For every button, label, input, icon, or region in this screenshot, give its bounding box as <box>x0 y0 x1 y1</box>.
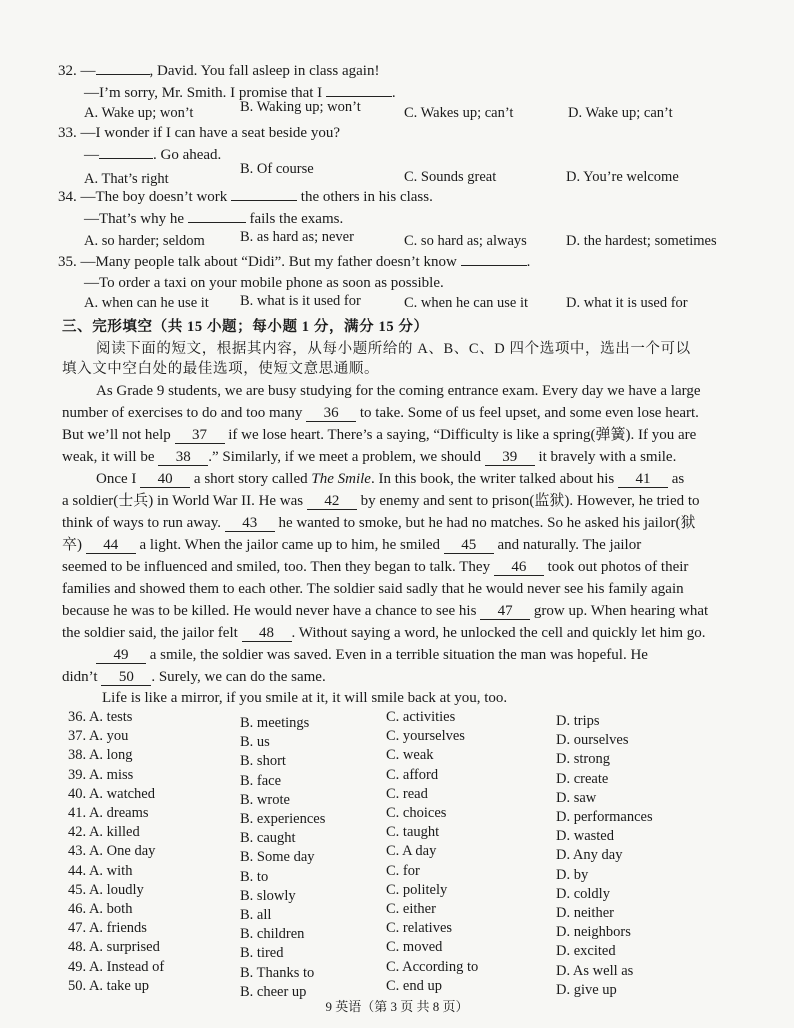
option-48-b: B. tired <box>240 945 284 962</box>
page-footer: 9 英语（第 3 页 共 8 页） <box>325 999 469 1014</box>
option-42-b: B. caught <box>240 830 296 847</box>
option-44-a: 44. A. with <box>68 862 133 879</box>
blank-49: 49 <box>96 648 146 664</box>
q35-line1-text: —Many people talk about “Didi”. But my father doesn’t know <box>80 254 457 270</box>
q34-line1-text-b: the others in his class. <box>300 189 433 205</box>
option-37-a: 37. A. you <box>68 728 129 745</box>
q34-line2-text-a: —That’s why he <box>84 211 184 227</box>
option-40-b: B. wrote <box>240 791 290 808</box>
option-42-c: C. taught <box>386 824 440 841</box>
option-43-a: 43. A. One day <box>68 843 156 860</box>
text: to take. Some of us feel upset, and some even lose heart. <box>359 405 699 421</box>
q34-blank-1 <box>231 200 297 201</box>
blank-45: 45 <box>444 538 494 554</box>
option-46-b: B. all <box>240 907 272 923</box>
passage-p2-line4 <box>62 536 641 554</box>
option-48-c: C. moved <box>386 939 443 956</box>
q33-option-c: C. Sounds great <box>404 169 497 185</box>
q35-option-c: C. when he can use it <box>404 295 529 311</box>
q32-option-a: A. Wake up; won’t <box>84 105 194 121</box>
option-37-c: C. yourselves <box>386 728 465 745</box>
q32-blank-2 <box>326 96 392 97</box>
option-50-b: B. cheer up <box>240 983 307 1000</box>
option-48-d: D. excited <box>556 943 616 960</box>
q32-line1-text: , David. You fall asleep in class again! <box>149 63 380 79</box>
text: a soldier(士兵) in World War II. He was <box>62 493 304 509</box>
blank-44: 44 <box>86 538 136 554</box>
option-41-b: B. experiences <box>240 811 326 827</box>
option-50-d: D. give up <box>556 981 617 998</box>
q32-line2-text: —I’m sorry, Mr. Smith. I promise that I <box>84 85 323 101</box>
q32-blank-1 <box>96 74 150 75</box>
option-43-d: D. Any day <box>556 847 623 864</box>
passage-p4: Life is like a mirror, if you smile at it, it will smile back at you, too. <box>102 690 508 706</box>
text: a short story called <box>193 471 308 487</box>
q34-number: 34. <box>58 189 77 205</box>
blank-42: 42 <box>307 494 357 510</box>
blank-50: 50 <box>101 670 151 686</box>
blank-36: 36 <box>306 406 356 422</box>
q33-option-a: A. That’s right <box>84 171 169 187</box>
q32-option-b: B. Waking up; won’t <box>240 99 361 115</box>
q34-blank-2 <box>188 222 246 223</box>
text: think of ways to run away. <box>62 515 221 531</box>
text: weak, it will be <box>62 449 155 465</box>
q33-line1-text: —I wonder if I can have a seat beside you? <box>80 125 340 141</box>
q33-number: 33. <box>58 125 77 141</box>
q34-line1 <box>58 188 433 206</box>
text: a light. When the jailor came up to him, he smiled <box>139 537 440 553</box>
passage-p2-line3 <box>62 514 696 532</box>
blank-37: 37 <box>175 428 225 444</box>
text: Once I <box>96 471 137 487</box>
q33-option-d: D. You’re welcome <box>566 169 679 185</box>
q35-line1 <box>58 253 530 271</box>
option-45-d: D. coldly <box>556 885 610 902</box>
q35-option-d: D. what it is used for <box>566 295 688 311</box>
text: if we lose heart. There’s a saying, “Difficulty is like a spring(弹簧). If you are <box>228 427 697 443</box>
text: 卒) <box>62 537 82 553</box>
text: grow up. When hearing what <box>533 603 709 619</box>
section-3-title: 三、完形填空（共 15 小题；每小题 1 分，满分 15 分） <box>62 319 429 335</box>
option-37-d: D. ourselves <box>556 732 629 749</box>
option-39-c: C. afford <box>386 766 439 783</box>
q33-blank <box>99 158 153 159</box>
option-41-c: C. choices <box>386 805 447 821</box>
q34-line2 <box>84 210 343 228</box>
blank-41: 41 <box>618 472 668 488</box>
text: by enemy and sent to prison(监狱). However, he tried to <box>360 493 700 509</box>
option-45-b: B. slowly <box>240 887 296 904</box>
q34-option-c: C. so hard as; always <box>404 233 527 249</box>
blank-40: 40 <box>140 472 190 488</box>
blank-48: 48 <box>242 626 292 642</box>
text: as <box>671 471 685 487</box>
option-36-d: D. trips <box>556 713 600 729</box>
option-46-d: D. neither <box>556 905 614 921</box>
passage-p1-line1: As Grade 9 students, we are busy studying for the coming entrance exam. Every day we have a large <box>96 383 701 399</box>
option-44-d: D. by <box>556 866 589 883</box>
blank-39: 39 <box>485 450 535 466</box>
text: because he was to be killed. He would never have a chance to see his <box>62 603 477 619</box>
text: took out photos of their <box>547 559 689 575</box>
text: But we’ll not help <box>62 427 171 443</box>
passage-p2-line1 <box>96 470 684 488</box>
section-3-instruction-line2: 填入文中空白处的最佳选项，使短文意思通顺。 <box>62 361 380 377</box>
text: a smile, the soldier was saved. Even in a terrible situation the man was hopeful. He <box>149 647 648 663</box>
option-47-c: C. relatives <box>386 920 453 937</box>
passage-p3-line1 <box>96 646 648 664</box>
option-38-d: D. strong <box>556 751 610 768</box>
passage-p2-line2 <box>62 492 700 510</box>
q33-line2-text: . Go ahead. <box>153 147 222 163</box>
option-40-d: D. saw <box>556 789 597 806</box>
option-42-a: 42. A. killed <box>68 824 140 841</box>
option-47-b: B. children <box>240 926 305 943</box>
option-40-a: 40. A. watched <box>68 785 155 802</box>
option-43-b: B. Some day <box>240 849 315 866</box>
blank-47: 47 <box>480 604 530 620</box>
text: he wanted to smoke, but he had no matches. So he asked his jailor(狱 <box>278 515 696 531</box>
passage-p1-line2 <box>62 404 699 422</box>
q33-option-b: B. Of course <box>240 161 314 177</box>
q35-line1-end: . <box>526 254 531 270</box>
passage-p2-line5 <box>62 558 688 576</box>
option-38-b: B. short <box>240 753 286 770</box>
passage-p3-line2 <box>62 668 326 686</box>
q32-option-c: C. Wakes up; can’t <box>404 105 514 121</box>
option-45-c: C. politely <box>386 881 448 898</box>
option-40-c: C. read <box>386 785 428 802</box>
option-39-b: B. face <box>240 772 282 789</box>
option-46-a: 46. A. both <box>68 901 133 917</box>
option-49-c: C. According to <box>386 958 479 975</box>
option-49-a: 49. A. Instead of <box>68 958 165 975</box>
q35-option-b: B. what is it used for <box>240 293 361 309</box>
text: number of exercises to do and too many <box>62 405 303 421</box>
blank-43: 43 <box>225 516 275 532</box>
option-41-d: D. performances <box>556 809 653 825</box>
q35-number: 35. <box>58 254 77 270</box>
text: didn’t <box>62 669 98 685</box>
q33-line2: — . Go ahead. <box>84 147 222 163</box>
option-46-c: C. either <box>386 901 436 917</box>
option-39-d: D. create <box>556 770 609 787</box>
text: the soldier said, the jailor felt <box>62 625 238 641</box>
option-42-d: D. wasted <box>556 828 614 845</box>
text: .” Similarly, if we meet a problem, we should <box>208 449 481 465</box>
q32-line1: 32. — , David. You fall asleep in class again! <box>58 63 380 79</box>
passage-p2-line7 <box>62 602 708 620</box>
text: it bravely with a smile. <box>538 449 677 465</box>
q32-number: 32. <box>58 63 77 79</box>
q34-line2-text-b: fails the exams. <box>249 211 344 227</box>
option-50-c: C. end up <box>386 977 442 994</box>
q34-option-b: B. as hard as; never <box>240 229 354 245</box>
passage-p1-line4 <box>62 448 676 466</box>
option-39-a: 39. A. miss <box>68 766 134 783</box>
q35-blank <box>461 265 527 266</box>
section-3-instruction-line1: 阅读下面的短文，根据其内容，从每小题所给的 A、B、C、D 四个选项中，选出一个可以 <box>96 341 691 357</box>
option-47-d: D. neighbors <box>556 924 631 941</box>
option-38-c: C. weak <box>386 747 434 764</box>
story-title: The Smile <box>311 471 371 487</box>
option-50-a: 50. A. take up <box>68 977 149 994</box>
q35-option-a: A. when can he use it <box>84 295 209 311</box>
option-36-a: 36. A. tests <box>68 709 133 725</box>
option-36-b: B. meetings <box>240 715 310 731</box>
option-49-d: D. As well as <box>556 962 634 979</box>
q34-option-d: D. the hardest; sometimes <box>566 233 717 249</box>
option-41-a: 41. A. dreams <box>68 805 149 821</box>
option-43-c: C. A day <box>386 843 437 860</box>
option-38-a: 38. A. long <box>68 747 133 764</box>
q32-line2-end: . <box>391 85 396 101</box>
q34-option-a: A. so harder; seldom <box>84 233 205 249</box>
text: and naturally. The jailor <box>497 537 642 553</box>
text: seemed to be influenced and smiled, too. Then they began to talk. They <box>62 559 491 575</box>
blank-46: 46 <box>494 560 544 576</box>
q32-option-d: D. Wake up; can’t <box>568 105 673 121</box>
option-47-a: 47. A. friends <box>68 920 147 937</box>
option-49-b: B. Thanks to <box>240 964 315 981</box>
q35-line2: —To order a taxi on your mobile phone as soon as possible. <box>84 275 444 291</box>
option-48-a: 48. A. surprised <box>68 939 160 956</box>
option-44-b: B. to <box>240 868 269 885</box>
q34-line1-text-a: —The boy doesn’t work <box>80 189 228 205</box>
passage-p1-line3 <box>62 426 696 444</box>
blank-38: 38 <box>158 450 208 466</box>
option-37-b: B. us <box>240 734 270 751</box>
option-45-a: 45. A. loudly <box>68 881 144 898</box>
passage-p2-line8 <box>62 624 706 642</box>
option-44-c: C. for <box>386 862 420 879</box>
option-36-c: C. activities <box>386 709 456 725</box>
q33-line1 <box>58 124 340 142</box>
passage-p2-line6: families and showed them to each other. The soldier said sadly that he would never see his family again <box>62 581 684 597</box>
text: . Without saying a word, he unlocked the cell and quickly let him go. <box>291 625 706 641</box>
text: . Surely, we can do the same. <box>151 669 326 685</box>
text: . In this book, the writer talked about his <box>370 471 615 487</box>
